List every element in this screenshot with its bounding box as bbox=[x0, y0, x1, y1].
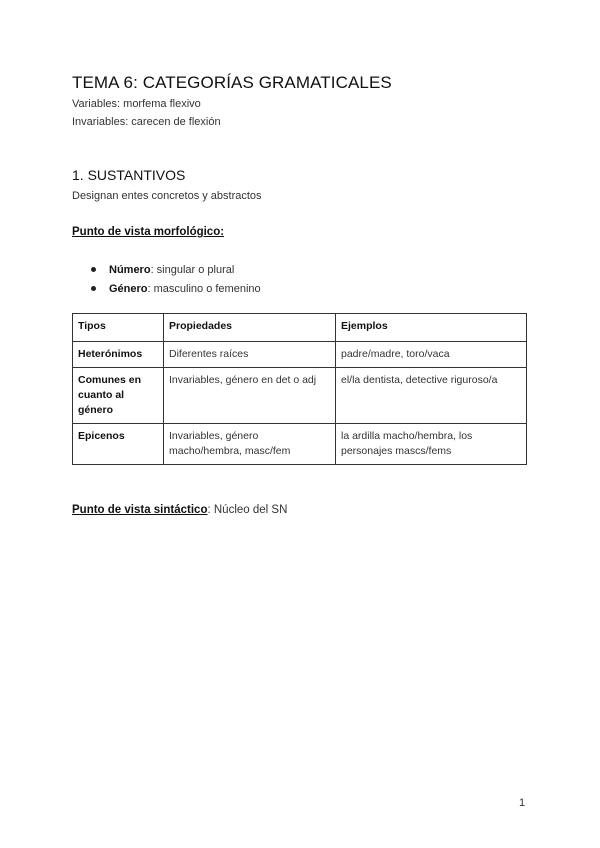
table-row bbox=[73, 342, 527, 368]
table-cell: padre/madre, toro/vaca bbox=[336, 342, 527, 368]
list-item bbox=[72, 279, 261, 298]
intro-invariables: Invariables: carecen de flexión bbox=[72, 116, 221, 128]
morfologico-label: Punto de vista morfológico: bbox=[72, 226, 225, 238]
sustantivos-table bbox=[72, 313, 527, 465]
bullet-icon bbox=[91, 267, 96, 272]
table-header-cell: Tipos bbox=[73, 314, 164, 342]
section-description: Designan entes concretos y abstractos bbox=[72, 190, 262, 202]
sintactico-label: Punto de vista sintáctico bbox=[72, 504, 208, 516]
table-header-cell: Propiedades bbox=[164, 314, 336, 342]
bullet-list bbox=[72, 260, 261, 298]
table-cell: Comunes en cuanto al género bbox=[73, 368, 164, 424]
bullet-icon bbox=[91, 286, 96, 291]
table-header-cell: Ejemplos bbox=[336, 314, 527, 342]
list-item bbox=[72, 260, 261, 279]
intro-variables: Variables: morfema flexivo bbox=[72, 98, 201, 110]
bullet-text: : singular o plural bbox=[150, 263, 235, 276]
bullet-term: Género bbox=[109, 282, 148, 295]
bullet-term: Número bbox=[109, 263, 151, 276]
sintactico-text: : Núcleo del SN bbox=[207, 504, 288, 516]
sintactico-line bbox=[72, 504, 287, 516]
table-row bbox=[73, 424, 527, 465]
page-title: TEMA 6: CATEGORÍAS GRAMATICALES bbox=[72, 73, 392, 92]
table-cell: el/la dentista, detective riguroso/a bbox=[336, 368, 527, 424]
table-row bbox=[73, 368, 527, 424]
table-cell: la ardilla macho/hembra, los personajes mascs/fems bbox=[336, 424, 527, 465]
table-cell: Diferentes raíces bbox=[164, 342, 336, 368]
table-cell: Epicenos bbox=[73, 424, 164, 465]
bullet-text: : masculino o femenino bbox=[147, 282, 261, 295]
table-cell: Invariables, género en det o adj bbox=[164, 368, 336, 424]
section-heading-sustantivos: 1. SUSTANTIVOS bbox=[72, 167, 186, 183]
page-number: 1 bbox=[519, 797, 526, 809]
table-header-row bbox=[73, 314, 527, 342]
table-cell: Invariables, género macho/hembra, masc/fem bbox=[164, 424, 336, 465]
table-cell: Heterónimos bbox=[73, 342, 164, 368]
